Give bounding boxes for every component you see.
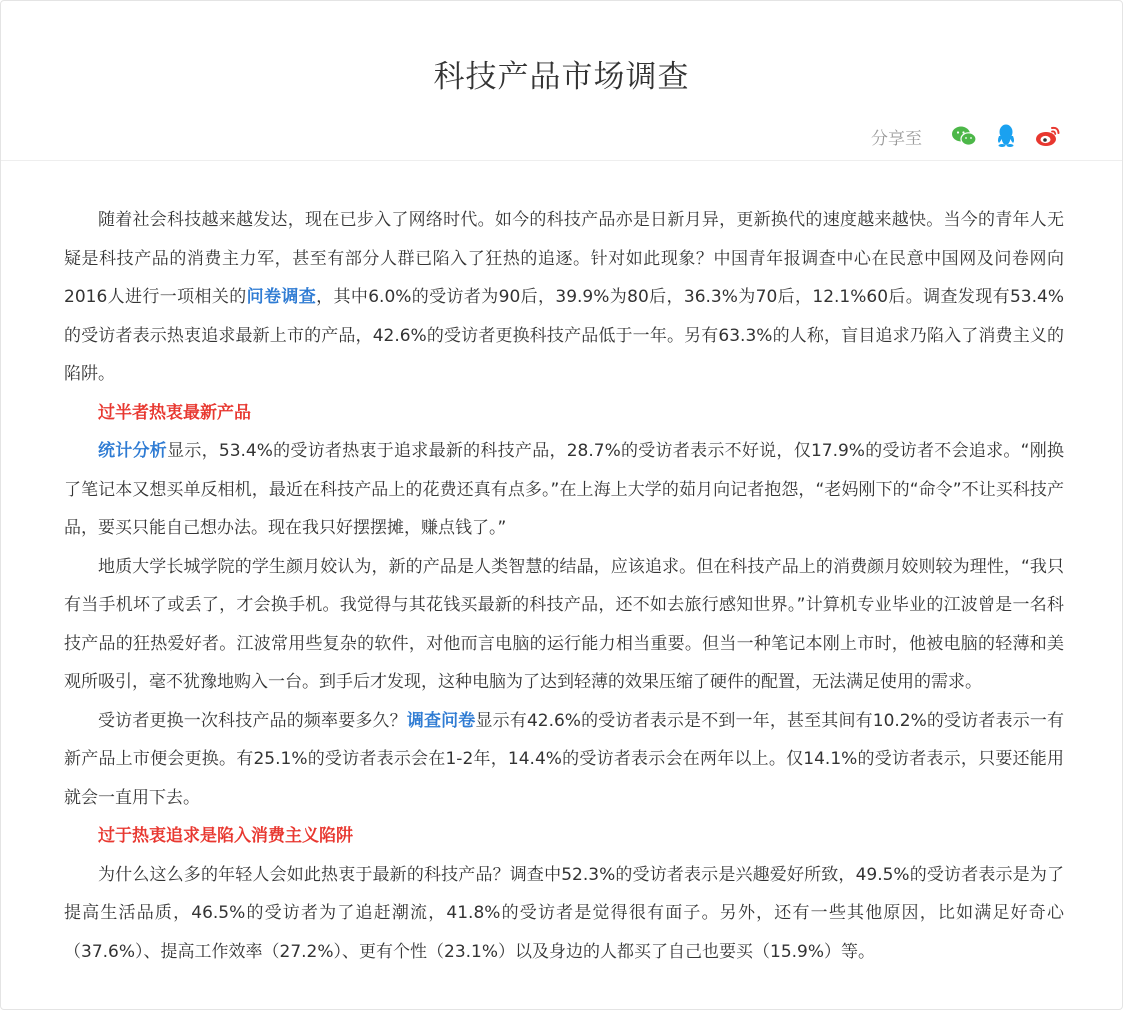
section-heading-2: 过于热衷追求是陷入消费主义陷阱: [98, 826, 353, 846]
share-label: 分享至: [871, 128, 922, 149]
section-heading-1: 过半者热衷最新产品: [98, 402, 251, 423]
weibo-icon: [1035, 125, 1061, 147]
keyword-link-statistics[interactable]: 统计分析: [98, 441, 168, 461]
paragraph-stats: [64, 432, 1064, 548]
keyword-link-survey[interactable]: 问卷调查: [246, 287, 317, 307]
article-header: [1, 1, 1122, 161]
share-wechat-button[interactable]: [950, 122, 978, 150]
paragraph-text: 显示，53.4%的受访者热衷于追求最新的科技产品，28.7%的受访者表示不好说，仅17.9%的受访者不会追求。“刚换了笔记本又想买单反相机，最近在科技产品上的花费还真有点多。”在上海上大学的茹月向记者抱怨，“老妈刚下的“命令”不让买科技产品，要买只能自己想办法。现在我只好摆摆摊，赚点钱了。”: [64, 441, 1064, 538]
page-title: 科技产品市场调查: [433, 59, 690, 95]
article-body: [64, 201, 1064, 971]
paragraph-frequency: [64, 702, 1064, 818]
paragraph-intro: [64, 201, 1064, 394]
paragraph-student: 地质大学长城学院的学生颜月姣认为，新的产品是人类智慧的结晶，应该追求。但在科技产品上的消费颜月姣则较为理性，“我只有当手机坏了或丢了，才会换手机。我觉得与其花钱买最新的科技产品，还不如去旅行感知世界。”计算机专业毕业的江波曾是一名科技产品的狂热爱好者。江波常用些复杂的软件，对他而言电脑的运行能力相当重要。但当一种笔记本刚上市时，他被电脑的轻薄和美观所吸引，毫不犹豫地购入一台。到手后才发现，这种电脑为了达到轻薄的效果压缩了硬件的配置，无法满足使用的需求。: [64, 556, 1064, 692]
paragraph-reasons: 为什么这么多的年轻人会如此热衷于最新的科技产品？调查中52.3%的受访者表示是兴趣爱好所致，49.5%的受访者表示是为了提高生活品质，46.5%的受访者为了追赶潮流，41.8%的受访者是觉得很有面子。另外，还有一些其他原因，比如满足好奇心（37.6%）、提高工作效率（27.2%）、更有个性（23.1%）以及身边的人都买了自己也要买（15.9%）等。: [64, 864, 1064, 962]
paragraph-text: ，其中6.0%的受访者为90后，39.9%为80后，36.3%为70后，12.1%60后。调查发现有53.4%的受访者表示热衷追求最新上市的产品，42.6%的受访者更换科技产品低于一年。另有63.3%的人称，盲目追求乃陷入了消费主义的陷阱。: [64, 287, 1064, 384]
keyword-link-questionnaire[interactable]: 调查问卷: [406, 710, 476, 731]
wechat-icon: [951, 125, 977, 147]
paragraph-text: 随着社会科技越来越发达，现在已步入了网络时代。如今的科技产品亦是日新月异，更新换代的速度越来越快。当今的青年人无疑是科技产品的消费主力军，甚至有部分人群已陷入了狂热的追逐。针对如此现象？中国青年报调查中心在民意中国网及问卷网向2016人进行一项相关的: [64, 210, 1064, 307]
share-qq-button[interactable]: [992, 122, 1020, 150]
paragraph-text: 受访者更换一次科技产品的频率要多久？: [98, 710, 407, 731]
qq-icon: [995, 124, 1017, 148]
share-weibo-button[interactable]: [1034, 122, 1062, 150]
paragraph-text: 显示有42.6%的受访者表示是不到一年，甚至其间有10.2%的受访者表示一有新产品上市便会更换。有25.1%的受访者表示会在1-2年，14.4%的受访者表示会在两年以上。仅14.1%的受访者表示，只要还能用就会一直用下去。: [64, 710, 1065, 808]
share-bar: [871, 121, 1062, 151]
